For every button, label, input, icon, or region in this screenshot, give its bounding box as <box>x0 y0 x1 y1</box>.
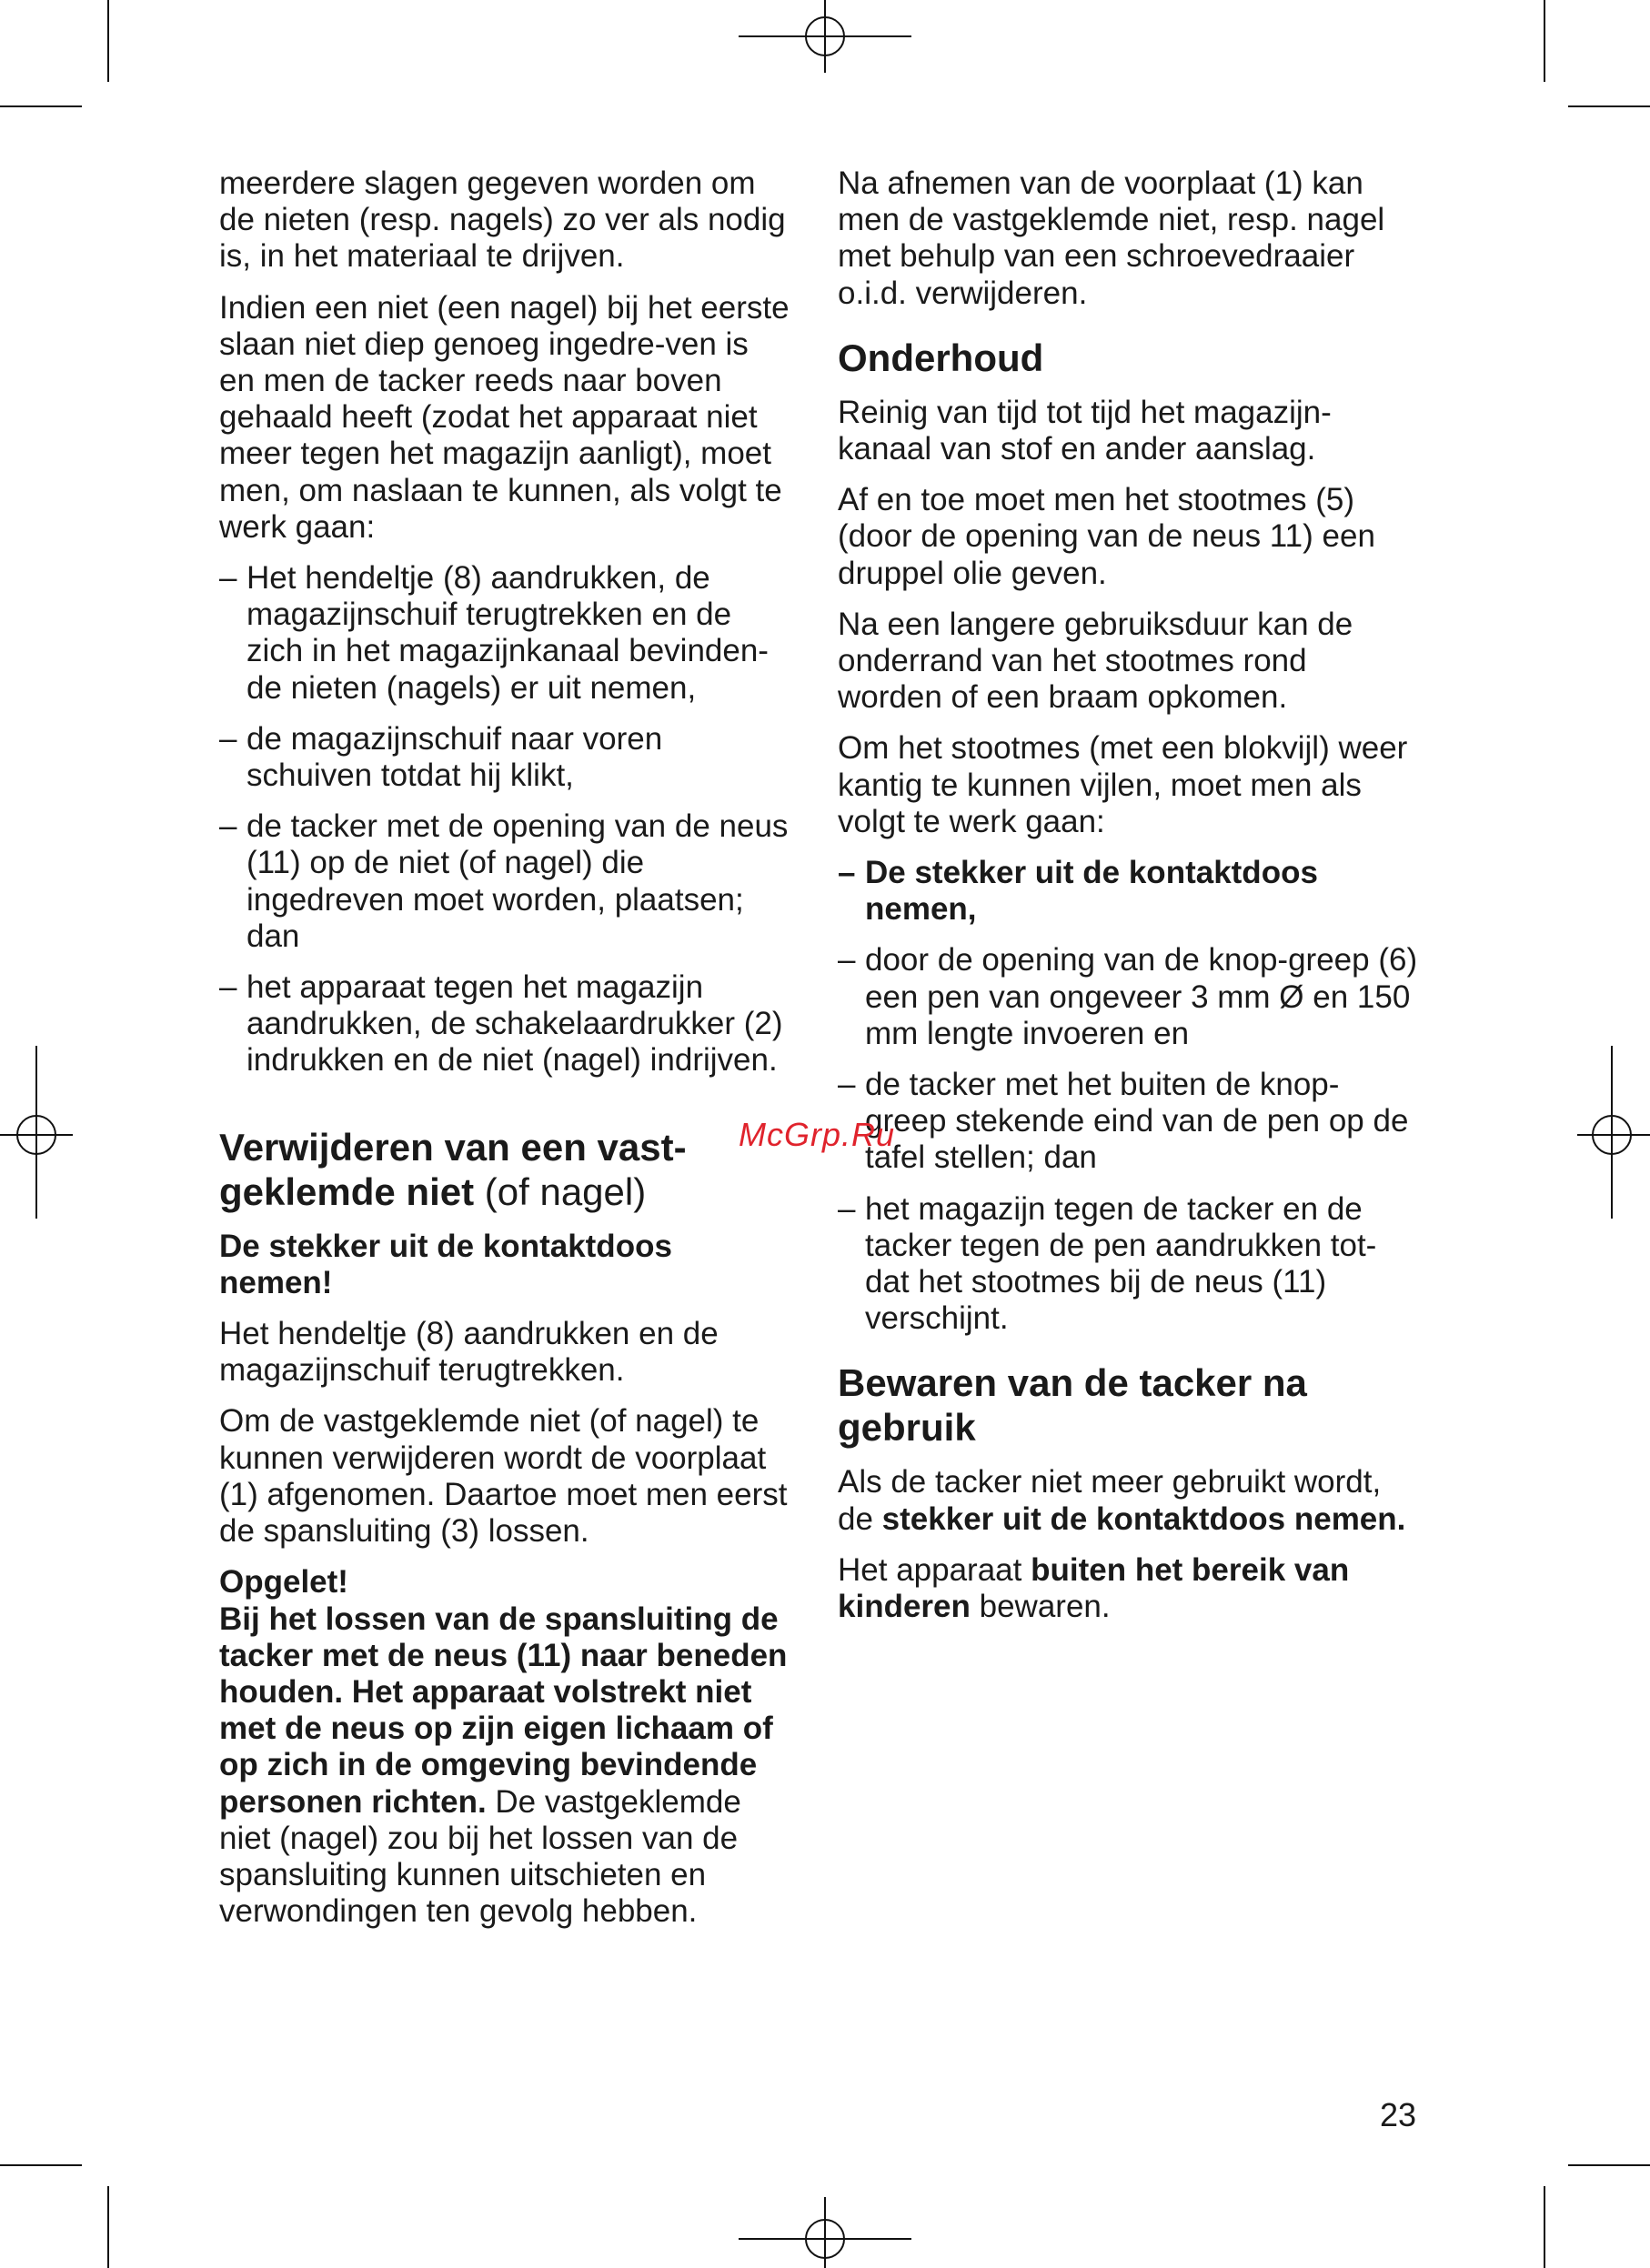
caution-title: Opgelet! <box>219 1564 348 1601</box>
text-run: bewaren. <box>979 1589 1111 1625</box>
crop-mark <box>107 0 109 82</box>
list-item: – het apparaat tegen het magazijn aandrukken, de schakelaardrukker (2) indrukken en de niet (nagel) indrijven. <box>219 969 792 1079</box>
instruction-list <box>219 560 792 1079</box>
text-run-bold: stekker uit de kontaktdoos nemen. <box>881 1500 1406 1537</box>
list-item: – De stekker uit de kontaktdoos nemen, <box>838 855 1420 928</box>
crop-mark <box>1568 105 1650 107</box>
paragraph: Reinig van tijd tot tijd het magazijn-kanaal van stof en ander aanslag. <box>838 394 1332 467</box>
section-heading-bewaren: Bewaren van de tacker na gebruik <box>838 1361 1307 1450</box>
list-item: – de magazijnschuif naar voren schuiven totdat hij klikt, <box>219 721 792 794</box>
paragraph: Na een langere gebruiksduur kan de onderrand van het stootmes rond worden of een braam opkomen. <box>838 606 1353 716</box>
text-run: Het apparaat <box>838 1551 1022 1588</box>
crop-mark <box>0 2164 82 2166</box>
crop-mark <box>1544 2186 1545 2268</box>
crop-mark <box>0 105 82 107</box>
paragraph: meerdere slagen gegeven worden om de nieten (resp. nagels) zo ver als nodig is, in het materiaal te drijven. <box>219 166 786 275</box>
caution-rest: De vastgeklemde niet (nagel) zou bij het lossen van de spansluiting kunnen uitschieten en verwondingen ten gevolg hebben. <box>219 1783 741 1930</box>
list-item: – door de opening van de knop-greep (6) een pen van ongeveer 3 mm Ø en 150 mm lengte invoeren en <box>838 942 1420 1052</box>
list-item: – de tacker met het buiten de knop-greep stekende eind van de pen op de tafel stellen; dan <box>838 1067 1420 1177</box>
heading-sub: (of nagel) <box>484 1169 647 1213</box>
caution-block <box>219 1564 792 1930</box>
heading-main: Verwijderen van een vast-geklemde niet <box>219 1125 687 1213</box>
text-run: Als de tacker niet meer gebruikt wordt, de <box>838 1464 1382 1537</box>
paragraph: Na afnemen van de voorplaat (1) kan men de vastgeklemde niet, resp. nagel met behulp van een schroevedraaier o.i.d. verwijderen. <box>838 166 1385 311</box>
section-heading <box>219 1125 792 1214</box>
paragraph: Om de vastgeklemde niet (of nagel) te kunnen verwijderen wordt de voorplaat (1) afgenomen. Daartoe moet men eerst de spansluiting (3) lossen. <box>219 1403 788 1550</box>
crop-mark <box>1568 2164 1650 2166</box>
maintenance-list <box>838 855 1420 1337</box>
list-item: – de tacker met de opening van de neus (11) op de niet (of nagel) die ingedreven moet worden, plaatsen; dan <box>219 808 792 955</box>
paragraph <box>838 1464 1420 1537</box>
paragraph: Af en toe moet men het stootmes (5) (door de opening van de neus 11) een druppel olie geven. <box>838 482 1375 591</box>
crop-mark <box>1544 0 1545 82</box>
paragraph <box>838 1552 1420 1625</box>
caution-bold: Bij het lossen van de spansluiting de tacker met de neus (11) naar beneden houden. Het apparaat volstrekt niet met de neus op zijn eigen lichaam of op zich in de omgeving bevindende personen richten. <box>219 1601 788 1820</box>
list-item: – het magazijn tegen de tacker en de tacker tegen de pen aandrukken tot-dat het stootmes bij de neus (11) verschijnt. <box>838 1191 1420 1338</box>
paragraph: Om het stootmes (met een blokvijl) weer kantig te kunnen vijlen, moet men als volgt te werk gaan: <box>838 730 1408 839</box>
left-column <box>219 166 792 1930</box>
crop-mark <box>107 2186 109 2268</box>
text-run-bold: buiten het bereik van kinderen <box>838 1551 1350 1625</box>
page-number: 23 <box>1380 2096 1417 2133</box>
section-heading-onderhoud: Onderhoud <box>838 336 1044 379</box>
paragraph: Het hendeltje (8) aandrukken en de magazijnschuif terugtrekken. <box>219 1316 719 1389</box>
list-item: – Het hendeltje (8) aandrukken, de magazijnschuif terugtrekken en de zich in het magazijnkanaal bevinden-de nieten (nagels) er uit nemen, <box>219 560 792 707</box>
warning-text: De stekker uit de kontaktdoos nemen! <box>219 1228 672 1300</box>
paragraph: Indien een niet (een nagel) bij het eerste slaan niet diep genoeg ingedre-ven is en men de tacker reeds naar boven gehaald heeft (zodat het apparaat niet meer tegen het magazijn aanligt), moet men, om naslaan te kunnen, als volgt te werk gaan: <box>219 289 790 545</box>
right-column <box>838 166 1420 1640</box>
watermark: McGrp.Ru <box>739 1116 896 1153</box>
